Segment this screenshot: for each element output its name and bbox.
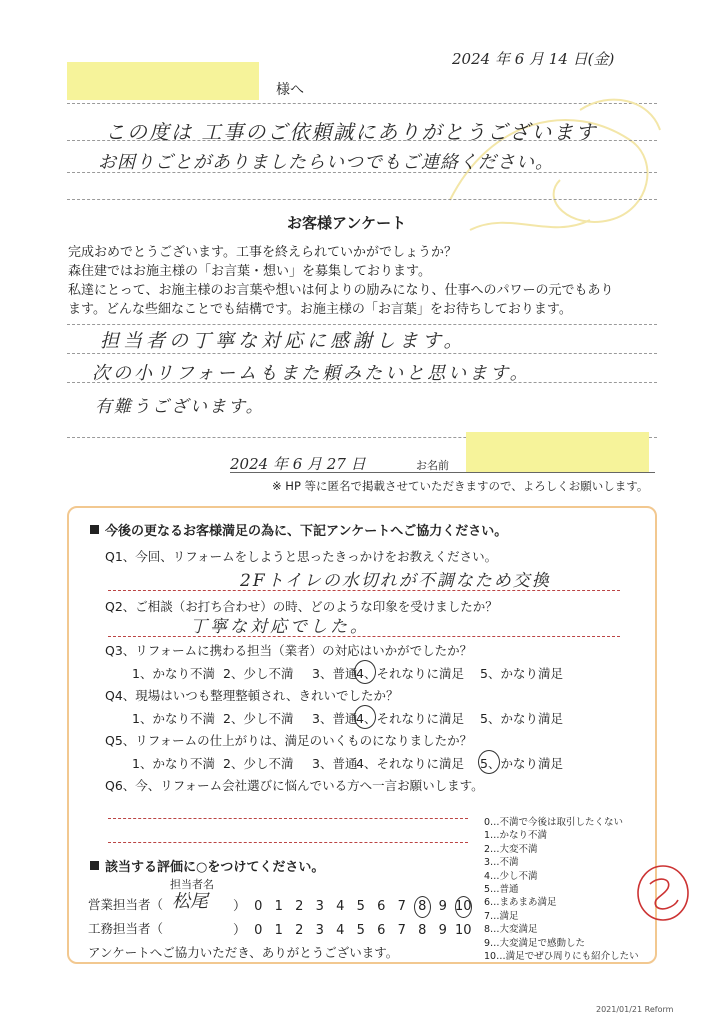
construction-score-5[interactable]: 5 [356, 923, 365, 938]
sales-rep-label: 営業担当者（ [88, 897, 164, 912]
sales-score-4[interactable]: 4 [336, 899, 345, 914]
sales-rep-name: 松尾 [172, 891, 208, 912]
construction-score-10[interactable]: 10 [454, 923, 472, 938]
construction-score-1[interactable]: 1 [274, 923, 283, 938]
q6-rule-2 [108, 842, 468, 843]
construction-score-7[interactable]: 7 [397, 923, 406, 938]
sales-score-8[interactable]: 8 [412, 899, 433, 914]
q4-option-3[interactable]: 3、普通 [312, 711, 358, 726]
q4-selected-mark [354, 705, 376, 729]
question-2: Q2、ご相談（お打ち合わせ）の時、どのような印象を受けましたか？ [105, 599, 498, 614]
form-version: 2021/01/21 Reform [596, 1005, 674, 1014]
construction-score-2[interactable]: 2 [295, 923, 304, 938]
q3-option-3[interactable]: 3、普通 [312, 666, 358, 681]
construction-rep-scale [248, 919, 474, 938]
sales-score-2[interactable]: 2 [295, 899, 304, 914]
addressee-suffix: 様へ [276, 82, 304, 98]
survey-intro-1: 完成おめでとうございます。工事を終えられていかがでしょうか？ [68, 245, 457, 260]
message-line-1: この度は 工事のご依頼誠にありがとうございます [105, 120, 598, 144]
survey-title: お客様アンケート [287, 214, 407, 232]
q3-option-2[interactable]: 2、少し不満 [223, 666, 294, 681]
construction-score-0[interactable]: 0 [254, 923, 263, 938]
q3-selected-mark [354, 660, 376, 684]
q5-option-4[interactable]: 4、それなりに満足 [356, 756, 464, 771]
rep-name-label: 担当者名 [170, 878, 214, 891]
reply-rule-0 [67, 324, 657, 325]
rating-scale-4: 4…少し不満 [484, 870, 538, 882]
rating-scale-3: 3…不満 [484, 857, 519, 869]
q5-option-1[interactable]: 1、かなり不満 [132, 756, 215, 771]
sales-score-10[interactable]: 10 [454, 899, 472, 914]
survey-intro-3: 私達にとって、お施主様のお言葉や想いは何よりの励みになり、仕事へのパワーの元でもあり [68, 283, 614, 298]
answer-1-rule [108, 590, 620, 591]
sales-score-7[interactable]: 7 [397, 899, 406, 914]
q5-option-5[interactable]: 5、かなり満足 [480, 756, 563, 771]
signature-underline [230, 472, 655, 473]
respondent-name-highlight [466, 432, 649, 472]
message-rule-2 [67, 172, 657, 173]
rating-scale-2: 2…大変不満 [484, 843, 538, 855]
message-rule-1 [67, 140, 657, 141]
rating-scale-legend [484, 816, 644, 963]
reply-line-1: 担当者の丁寧な対応に感謝します。 [100, 330, 467, 352]
construction-score-3[interactable]: 3 [315, 923, 324, 938]
construction-score-8[interactable]: 8 [418, 923, 427, 938]
rating-scale-1: 1…かなり不満 [484, 830, 548, 842]
construction-rep-close-paren: ） [233, 923, 247, 938]
q4-option-4[interactable]: 4、それなりに満足 [356, 711, 464, 726]
red-check-stamp-icon [634, 862, 692, 924]
message-line-2: お困りごとがありましたらいつでもご連絡ください。 [98, 152, 554, 173]
reply-rule-2 [67, 382, 657, 383]
answer-2: 丁寧な対応でした。 [190, 617, 370, 637]
reply-rule-1 [67, 353, 657, 354]
question-4: Q4、現場はいつも整理整頓され、きれいでしたか？ [105, 688, 399, 703]
construction-score-4[interactable]: 4 [336, 923, 345, 938]
sales-rep-close-paren: ） [233, 899, 247, 914]
q5-option-3[interactable]: 3、普通 [312, 756, 358, 771]
question-1: Q1、今回、リフォームをしようと思ったきっかけをお教えください。 [105, 549, 498, 564]
q5-selected-mark [478, 750, 500, 774]
addressee-highlight [67, 62, 259, 100]
question-5: Q5、リフォームの仕上がりは、満足のいくものになりましたか？ [105, 733, 473, 748]
q3-option-4[interactable]: 4、それなりに満足 [356, 666, 464, 681]
sales-score-9[interactable]: 9 [438, 899, 447, 914]
q4-option-1[interactable]: 1、かなり不満 [132, 711, 215, 726]
rating-scale-5: 5…普通 [484, 884, 519, 896]
rating-scale-8: 8…大変満足 [484, 924, 538, 936]
rating-scale-0: 0…不満で今後は取引したくない [484, 817, 624, 828]
reply-line-2: 次の小リフォームもまた頼みたいと思います。 [92, 363, 531, 384]
q4-option-5[interactable]: 5、かなり満足 [480, 711, 563, 726]
rating-scale-10: 10…満足でぜひ周りにも紹介したい [484, 951, 639, 963]
rating-scale-9: 9…大変満足で感動した [484, 937, 586, 949]
construction-rep-label: 工務担当者（ [88, 921, 164, 936]
anonymity-notice: ※ HP 等に匿名で掲載させていただきますので、よろしくお願いします。 [272, 479, 649, 493]
sales-rep-scale [248, 895, 474, 914]
q4-option-2[interactable]: 2、少し不満 [223, 711, 294, 726]
question-6: Q6、今、リフォーム会社選びに悩んでいる方へ一言お願いします。 [105, 778, 484, 793]
sales-score-1[interactable]: 1 [274, 899, 283, 914]
rating-scale-7: 7…満足 [484, 910, 519, 922]
sales-score-0[interactable]: 0 [254, 899, 263, 914]
thanks-message: アンケートへご協力いただき、ありがとうございます。 [88, 945, 399, 960]
questionnaire-heading: 今後の更なるお客様満足の為に、下記アンケートへご協力ください。 [90, 520, 507, 539]
name-label: お名前 [416, 459, 449, 472]
reply-line-3: 有難うございます。 [95, 397, 265, 417]
message-rule-3 [67, 199, 657, 200]
sales-score-5[interactable]: 5 [356, 899, 365, 914]
rating-scale-6: 6…まあまあ満足 [484, 897, 557, 909]
q5-option-2[interactable]: 2、少し不満 [223, 756, 294, 771]
answer-2-rule [108, 636, 620, 637]
sales-score-6[interactable]: 6 [377, 899, 386, 914]
survey-intro-4: ます。どんな些細なことでも結構です。お施主様の「お言葉」をお待ちしております。 [68, 302, 572, 317]
question-3: Q3、リフォームに携わる担当（業者）の対応はいかがでしたか？ [105, 643, 473, 658]
construction-score-9[interactable]: 9 [438, 923, 447, 938]
document-date: 2024 年 6 月 14 日(金) [452, 50, 615, 68]
q3-option-1[interactable]: 1、かなり不満 [132, 666, 215, 681]
evaluation-heading: 該当する評価に○をつけてください。 [90, 856, 324, 875]
construction-score-6[interactable]: 6 [377, 923, 386, 938]
sales-score-3[interactable]: 3 [315, 899, 324, 914]
q6-rule-1 [108, 818, 468, 819]
answer-1: 2Fトイレの水切れが不調なため交換 [240, 571, 551, 591]
survey-intro-2: 森住建ではお施主様の「お言葉・想い」を募集しております。 [68, 264, 431, 279]
reply-date: 2024 年 6 月 27 日 [230, 455, 366, 473]
q3-option-5[interactable]: 5、かなり満足 [480, 666, 563, 681]
